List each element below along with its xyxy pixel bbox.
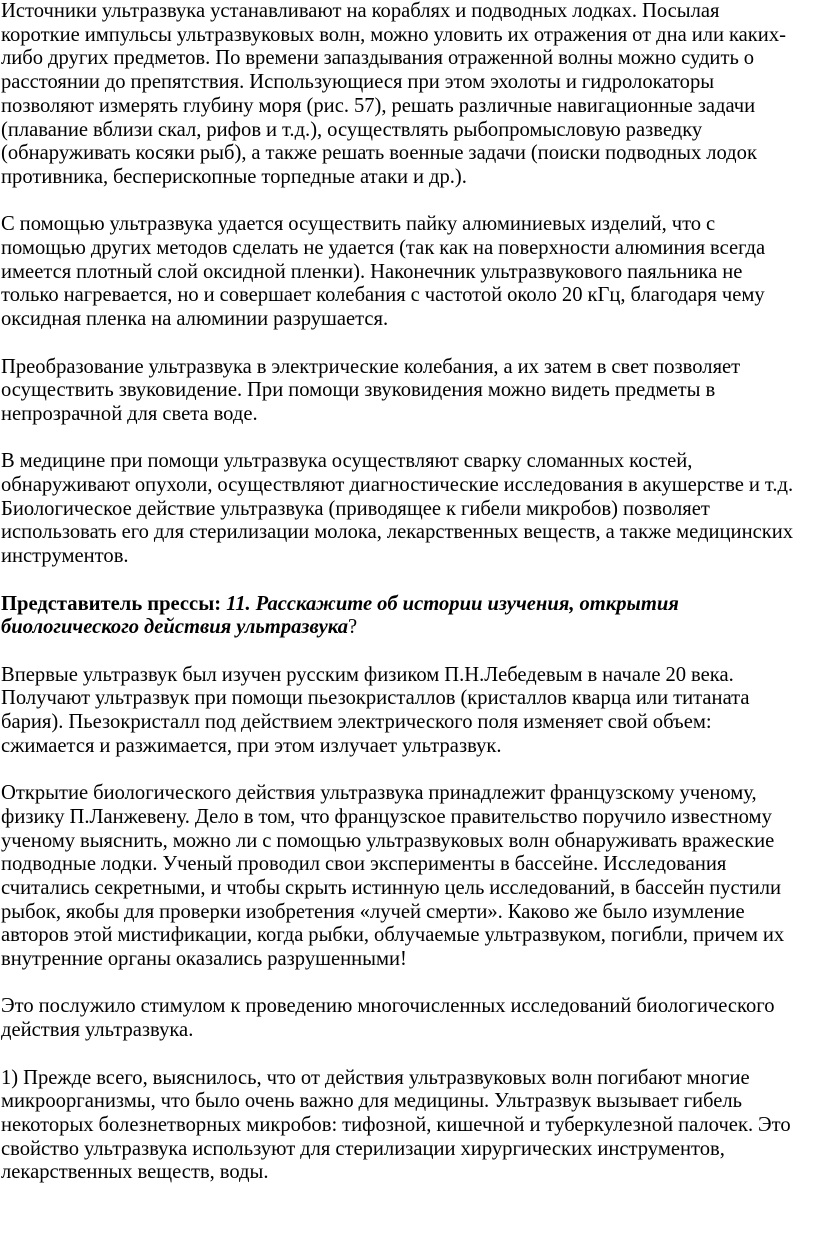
paragraph-medicine: В медицине при помощи ультразвука осуществляют сварку сломанных костей, обнаруживают опухоли, осуществляют диагностические исследования в акушерстве и т.д. Биологическое действие ультразвука (приводящее к гибели микробов) позволяет использовать его для стерилизации молока, лекарственных веществ, а также медицинских инструментов. — [1, 450, 794, 568]
paragraph-sound-vision: Преобразование ультразвука в электрические колебания, а их затем в свет позволяет осуществить звуковидение. При помощи звуковидения можно видеть предметы в непрозрачной для света воде. — [1, 355, 741, 425]
press-question — [1, 593, 813, 640]
document-page — [1, 0, 813, 1209]
paragraph-microorganisms: 1) Прежде всего, выяснилось, что от действия ультразвуковых волн погибают многие микроорганизмы, что было очень важно для медицины. Ультразвук вызывает гибель некоторых болезнетворных микробов: тифозной, кишечной и туберкулезной палочек. Это свойство ультразвука используют для стерилизации хирургических инструментов, лекарственных веществ, воды. — [1, 1066, 791, 1184]
paragraph-stimulus: Это послужило стимулом к проведению многочисленных исследований биологического действия ультразвука. — [1, 995, 775, 1042]
question-end: ? — [348, 616, 358, 639]
paragraph-langevin: Открытие биологического действия ультразвука принадлежит французскому ученому, физику П.Ланжевену. Дело в том, что французское правительство поручило известному ученому выяснить, можно ли с помощью ультразвуковых волн обнаруживать вражеские подводные лодки. Ученый проводил свои эксперименты в бассейне. Исследования считались секретными, и чтобы скрыть истинную цель исследований, в бассейн пустили рыбок, якобы для проверки изобретения «лучей смерти». Каково же было изумление авторов этой мистификации, когда рыбки, облучаемые ультразвуком, погибли, причем их внутренние органы оказались разрушенными! — [1, 782, 785, 971]
paragraph-sonar: Источники ультразвука устанавливают на кораблях и подводных лодках. Посылая короткие импульсы ультразвуковых волн, можно уловить их отражения от дна или каких- либо других предметов. По времени запаздывания отраженной волны можно судить о расстоянии до препятствия. Использующиеся при этом эхолоты и гидролокаторы позволяют измерять глубину моря (рис. 57), решать различные навигационные задачи (плавание вблизи скал, рифов и т.д.), осуществлять рыбопромысловую разведку (обнаруживать косяки рыб), а также решать военные задачи (поиски подводных лодок противника, беcперископные торпедные атаки и др.). — [1, 0, 786, 188]
question-text: 11. Расскажите об истории изучения, открытия биологического действия ультразвука — [1, 592, 679, 639]
question-label: Представитель прессы: — [1, 592, 222, 615]
paragraph-lebedev: Впервые ультразвук был изучен русским физиком П.Н.Лебедевым в начале 20 века. Получают ультразвук при помощи пьезокристаллов (кристаллов кварца или титаната бария). Пьезокристалл под действием электрического поля изменяет свой объем: сжимается и разжимается, при этом излучает ультразвук. — [1, 663, 750, 757]
paragraph-soldering: С помощью ультразвука удается осуществить пайку алюминиевых изделий, что с помощью других методов сделать не удается (так как на поверхности алюминия всегда имеется плотный слой оксидной пленки). Наконечник ультразвукового паяльника не только нагревается, но и совершает колебания с частотой около 20 кГц, благодаря чему оксидная пленка на алюминии разрушается. — [1, 213, 766, 331]
